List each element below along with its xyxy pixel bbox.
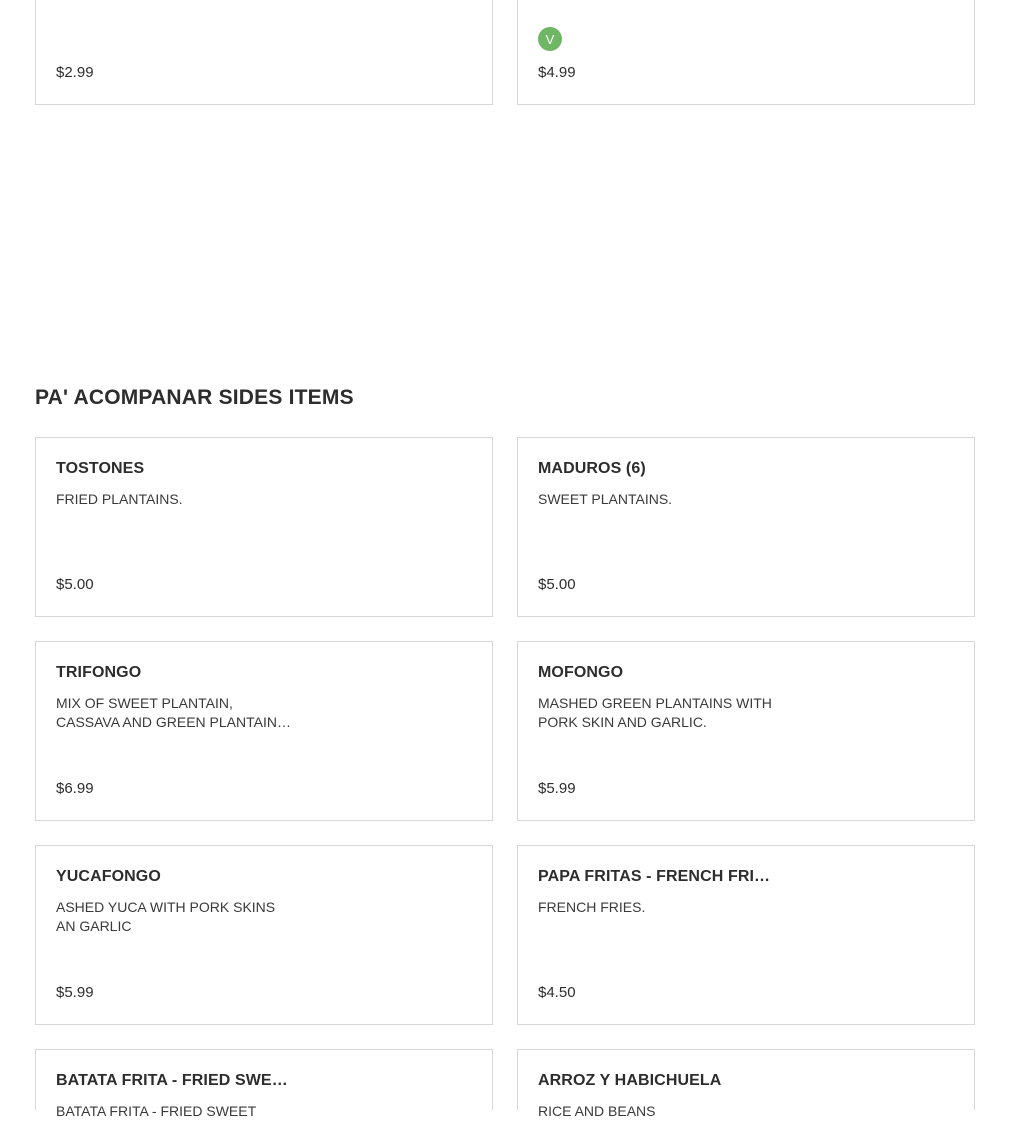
item-description: FRENCH FRIES. (538, 899, 646, 915)
menu-item-card[interactable] (35, 0, 493, 105)
item-price: $5.99 (56, 984, 94, 1001)
item-description: MIX OF SWEET PLANTAIN, CASSAVA AND GREEN PLANTAIN… (56, 695, 291, 730)
item-name: YUCAFONGO (56, 868, 161, 885)
vegetarian-badge-icon: V (538, 27, 562, 51)
item-description: RICE AND BEANS (538, 1103, 656, 1119)
item-name: TRIFONGO (56, 664, 142, 681)
menu-item-card[interactable] (517, 437, 975, 617)
item-name: MADUROS (6) (538, 460, 646, 477)
menu-item-card[interactable] (517, 641, 975, 821)
menu-item-card[interactable] (517, 845, 975, 1025)
menu-item-card[interactable] (35, 641, 493, 821)
item-name: MOFONGO (538, 664, 624, 681)
item-name: TOSTONES (56, 460, 145, 477)
menu-item-card[interactable] (35, 437, 493, 617)
menu-item-card[interactable] (517, 0, 975, 105)
item-description: BATATA FRITA - FRIED SWEET (56, 1103, 257, 1119)
item-description: SWEET PLANTAINS. (538, 491, 673, 507)
item-price: $6.99 (56, 780, 94, 797)
item-name: BATATA FRITA - FRIED SWE… (56, 1072, 288, 1089)
menu-item-card[interactable] (517, 1049, 975, 1119)
item-description: FRIED PLANTAINS. (56, 491, 183, 507)
item-price: $4.50 (538, 984, 576, 1001)
item-name: PAPA FRITAS - FRENCH FRI… (538, 868, 771, 885)
item-description: ASHED YUCA WITH PORK SKINS AN GARLIC (56, 899, 276, 934)
item-price: $5.00 (538, 576, 576, 593)
item-price: $5.99 (538, 780, 576, 797)
item-name: ARROZ Y HABICHUELA (538, 1072, 722, 1089)
menu-item-card[interactable] (35, 1049, 493, 1119)
item-price: $4.99 (538, 64, 576, 81)
item-price: $2.99 (56, 64, 94, 81)
menu-item-card[interactable] (35, 845, 493, 1025)
item-description: MASHED GREEN PLANTAINS WITH PORK SKIN AND GARLIC. (538, 695, 772, 730)
section-title: PA' ACOMPANAR SIDES ITEMS (35, 386, 354, 409)
item-price: $5.00 (56, 576, 94, 593)
